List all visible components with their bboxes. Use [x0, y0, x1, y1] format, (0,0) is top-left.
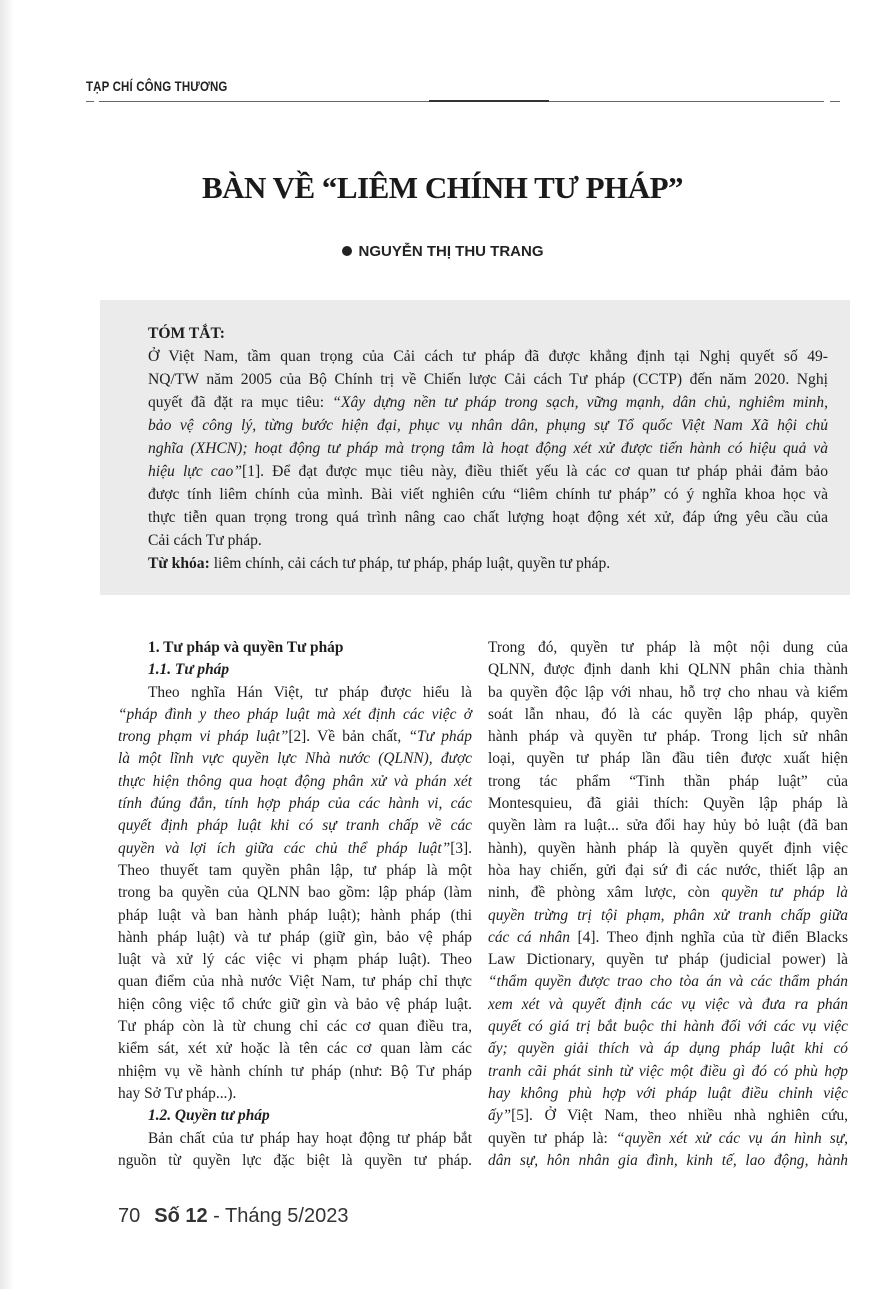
text-line [488, 1128, 848, 1150]
text-line [488, 860, 848, 882]
text-line [118, 905, 472, 927]
text-run: hành pháp và quyền tư pháp. Trong lịch sử nhân [488, 728, 848, 746]
header-rule [830, 101, 840, 102]
text-run: thực hiện thông qua hoạt động phân xử và phán xét [118, 772, 472, 790]
author-name: NGUYỄN THỊ THU TRANG [358, 243, 544, 260]
text-run: tranh cãi phát sinh từ việc một điều gì đó có phù hợp [488, 1062, 848, 1080]
text-run: được tính liêm chính của mình. Bài viết nghiên cứu “liêm chính tư pháp” có ý nghĩa khoa học và [148, 486, 828, 503]
text-run: quyết định pháp luật khi có sự tranh chấp về các [118, 817, 472, 835]
text-run: nguồn từ quyền lực đặc biệt là quyền tư pháp. [118, 1151, 472, 1169]
text-line [488, 949, 848, 971]
text-line [488, 726, 848, 748]
text-run: hành), quyền hành pháp là quyền quyết định việc [488, 839, 848, 857]
text-run: “pháp đình y theo pháp luật mà xét định các việc ở [118, 705, 472, 723]
text-line [148, 506, 828, 529]
abstract-text [148, 322, 828, 575]
text-line [488, 1150, 848, 1172]
text-run: quyết đã đặt ra mục tiêu: [148, 394, 333, 411]
page-number: 70 [118, 1205, 141, 1227]
text-run: quyền trừng trị tội phạm, phân xử tranh chấp giữa [488, 906, 848, 924]
text-run: soát lẫn nhau, đó là các quyền lập pháp, quyền [488, 705, 848, 723]
text-run: [2]. Về bản chất, [288, 728, 409, 746]
text-run: kiểm sát, xét xử hoặc là tên các cơ quan làm các [118, 1040, 472, 1058]
text-run: quyền tư pháp là [721, 884, 849, 902]
text-run: Cải cách Tư pháp. [148, 532, 262, 549]
text-run: “thẩm quyền được trao cho tòa án và các thẩm phán [488, 973, 848, 991]
text-line [488, 793, 848, 815]
text-line [118, 971, 472, 993]
text-line [118, 949, 472, 971]
text-run: Ở Việt Nam, tầm quan trọng của Cải cách tư pháp đã được khẳng định tại Nghị quyết số 49- [148, 348, 828, 365]
text-run: nhiệm vụ về hành chính tư pháp (như: Bộ Tư pháp [118, 1062, 472, 1080]
text-line [118, 927, 472, 949]
text-run: hay Sở Tư pháp...). [118, 1084, 237, 1102]
text-run: hay không phù hợp với pháp luật điều chỉnh việc [488, 1084, 848, 1102]
text-line [488, 838, 848, 860]
bullet-icon [342, 246, 352, 256]
text-line [148, 460, 828, 483]
text-line [488, 1105, 848, 1127]
text-line [148, 529, 828, 552]
text-run: quyền và lợi ích giữa các chủ thể pháp luật” [118, 839, 451, 857]
text-line [148, 414, 828, 437]
heading-text: Từ khóa: [148, 555, 210, 572]
issue-number: Số 12 [154, 1205, 208, 1227]
text-line [148, 368, 828, 391]
text-line [488, 637, 848, 659]
text-run: tính đúng đắn, tính hợp pháp của các hành vi, các [118, 795, 472, 813]
text-run: Montesquieu, đã giải thích: Quyền lập pháp là [488, 795, 848, 813]
text-run: “Tư pháp [408, 728, 472, 746]
text-run: [1]. Để đạt được mục tiêu này, điều thiết yếu là các cơ quan tư pháp phải đảm bảo [242, 463, 828, 480]
header-rule [549, 101, 824, 102]
text-run: bảo vệ công lý, từng bước hiện đại, phục vụ nhân dân, phụng sự Tổ quốc Việt Nam Xã hội chủ [148, 417, 828, 434]
text-run: ấy; quyền giải thích và áp dụng pháp luật khi có [488, 1040, 848, 1058]
text-line [118, 994, 472, 1016]
text-line [488, 771, 848, 793]
text-line [488, 748, 848, 770]
text-run: ninh, đề phòng xâm lược, còn [488, 884, 722, 902]
text-line [488, 1083, 848, 1105]
heading-text: 1.2. Quyền tư pháp [148, 1107, 270, 1125]
text-run: trong ba quyền của QLNN bao gồm: lập pháp (làm [118, 884, 472, 902]
text-line [488, 682, 848, 704]
text-run: nghĩa (XHCN); hoạt động tư pháp mà trọng tâm là hoạt động xét xử được tiến hành có hiệu quả và [148, 440, 828, 457]
header-rule [86, 101, 94, 102]
text-run: [3]. [450, 839, 472, 857]
text-run: Theo thuyết tam quyền phân lập, tư pháp là một [118, 861, 472, 879]
text-run: “quyền xét xử các vụ án hình sự, [615, 1129, 849, 1147]
article-author [0, 243, 885, 260]
text-run: hiệu lực cao” [148, 463, 242, 480]
text-run: liêm chính, cải cách tư pháp, tư pháp, pháp luật, quyền tư pháp. [209, 555, 611, 572]
text-line [488, 1016, 848, 1038]
text-line [118, 1061, 472, 1083]
body-column-right [488, 637, 848, 1172]
text-line [118, 726, 472, 748]
text-run: hành pháp luật) và tư pháp (giữ gìn, bảo vệ pháp [118, 928, 472, 946]
text-line [118, 1150, 472, 1172]
text-line [488, 927, 848, 949]
text-line [118, 682, 472, 704]
heading-text: 1. Tư pháp và quyền Tư pháp [148, 639, 344, 656]
text-line [488, 659, 848, 681]
text-line [118, 659, 472, 681]
text-run: Theo nghĩa Hán Việt, tư pháp được hiểu là [148, 683, 472, 701]
text-run: “Xây dựng nền tư pháp trong sạch, vững mạnh, dân chủ, nghiêm minh, [332, 394, 829, 411]
journal-name: TẠP CHÍ CÔNG THƯƠNG [86, 78, 228, 94]
text-run: là một lĩnh vực quyền lực Nhà nước (QLNN), được [118, 750, 472, 768]
text-line [148, 322, 828, 345]
heading-text: 1.1. Tư pháp [148, 661, 230, 679]
text-line [488, 905, 848, 927]
text-line [118, 860, 472, 882]
text-line [488, 1061, 848, 1083]
issue-date: - Tháng 5/2023 [207, 1205, 349, 1227]
text-run: hòa hay chiến, gửi đại sứ đi các nước, thiết lập an [488, 861, 848, 879]
text-run: [4]. Theo định nghĩa của từ điển Blacks [569, 928, 848, 946]
text-line [488, 994, 848, 1016]
text-run: ba quyền độc lập với nhau, hỗ trợ cho nhau và kiểm [488, 683, 848, 701]
text-line [118, 838, 472, 860]
text-run: pháp luật và ban hành pháp luật); hành pháp (thi [118, 906, 472, 924]
text-line [148, 483, 828, 506]
text-run: Tư pháp còn là từ chung chỉ các cơ quan điều tra, [118, 1018, 472, 1036]
text-run: dân sự, hôn nhân gia đình, kinh tế, lao động, hành [488, 1151, 848, 1169]
text-line [118, 882, 472, 904]
text-line [488, 815, 848, 837]
header-rule [99, 101, 429, 102]
text-run: [5]. Ở Việt Nam, theo nhiều nhà nghiên cứu, [511, 1107, 848, 1125]
article-title: BÀN VỀ “LIÊM CHÍNH TƯ PHÁP” [201, 170, 684, 205]
text-line [118, 704, 472, 726]
text-line [118, 1016, 472, 1038]
text-line [118, 1128, 472, 1150]
page-footer [118, 1205, 348, 1228]
text-run: QLNN, được định danh khi QLNN phân chia thành [488, 661, 848, 679]
text-run: xem xét và quyết định các vụ việc và đưa ra phán [488, 995, 848, 1013]
text-run: các cá nhân [488, 928, 570, 946]
text-run: quyết có giá trị bắt buộc thi hành đối với các vụ việc [488, 1018, 848, 1036]
text-line [118, 1083, 472, 1105]
text-run: hiện công việc tổ chức giữ gìn và bảo vệ pháp luật. [118, 995, 472, 1013]
text-line [488, 704, 848, 726]
text-run: Trong đó, quyền tư pháp là một nội dung của [488, 639, 848, 656]
heading-text: TÓM TẮT: [148, 325, 225, 342]
header-rule-accent [429, 100, 549, 102]
text-line [118, 1105, 472, 1127]
text-run: Law Dictionary, quyền tư pháp (judicial power) là [488, 951, 848, 969]
text-line [118, 748, 472, 770]
text-run: NQ/TW năm 2005 của Bộ Chính trị về Chiến lược Cải cách Tư pháp (CCTP) đến năm 2020. Nghị [148, 371, 828, 388]
text-line [118, 793, 472, 815]
text-run: ấy” [488, 1107, 512, 1125]
text-line [118, 1038, 472, 1060]
text-run: quyền làm ra luật... sửa đổi hay hủy bỏ luật (đã ban [488, 817, 848, 835]
text-line [118, 637, 472, 659]
text-run: thực tiễn quan trọng trong quá trình nâng cao chất lượng hoạt động xét xử, đáp ứng yêu cầu của [148, 509, 828, 526]
text-line [118, 771, 472, 793]
text-line [148, 552, 828, 575]
text-run: quyền tư pháp là: [488, 1129, 616, 1147]
text-run: luật và xử lý các việc vi phạm pháp luật). Theo [118, 951, 472, 969]
text-line [488, 971, 848, 993]
text-run: trong tác phẩm “Tinh thần pháp luật” của [488, 772, 848, 790]
text-line [148, 391, 828, 414]
abstract-box [100, 300, 850, 595]
text-line [148, 345, 828, 368]
text-line [488, 1038, 848, 1060]
text-run: trong phạm vi pháp luật” [118, 728, 289, 746]
body-column-left [118, 637, 472, 1172]
text-run: quan điểm của nhà nước Việt Nam, tư pháp chỉ thực [118, 973, 472, 991]
text-run: Bản chất của tư pháp hay hoạt động tư pháp bắt [148, 1129, 472, 1147]
text-line [118, 815, 472, 837]
text-line [488, 882, 848, 904]
text-line [148, 437, 828, 460]
text-run: loại, quyền tư pháp lần đầu tiên được xuất hiện [488, 750, 848, 768]
